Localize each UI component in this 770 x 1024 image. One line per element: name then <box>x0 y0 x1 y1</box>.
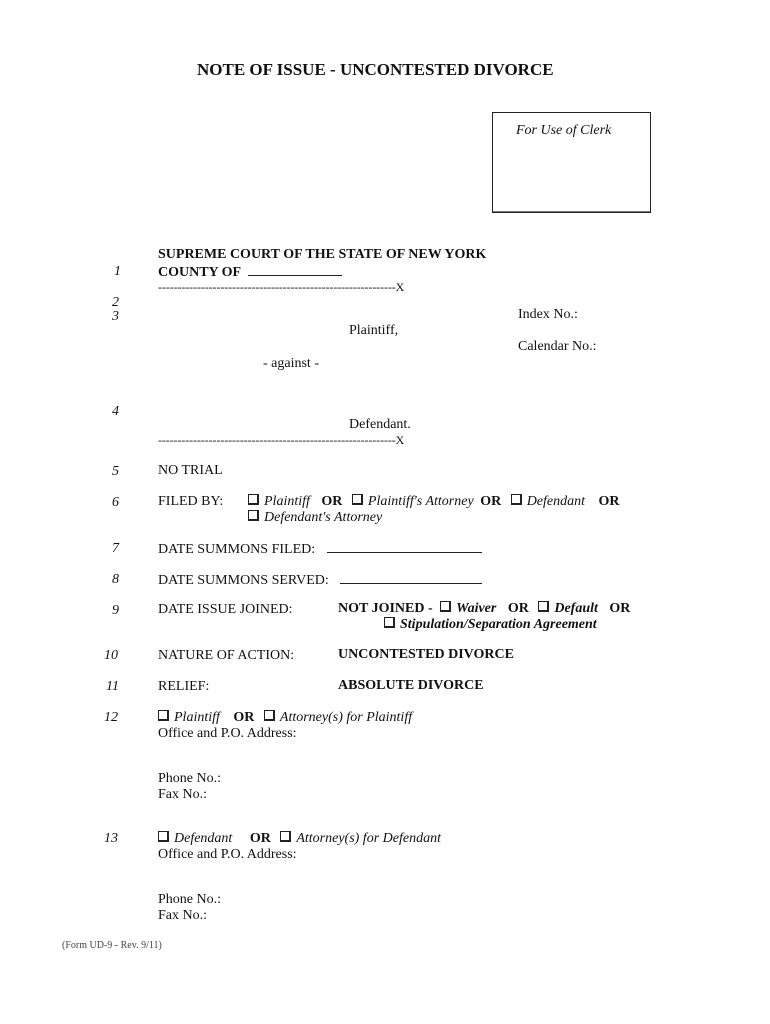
line-number: 10 <box>104 648 118 663</box>
plaintiff-fax-label: Fax No.: <box>158 787 207 802</box>
form-footer: (Form UD-9 - Rev. 9/11) <box>62 940 162 951</box>
line-number: 3 <box>112 309 119 324</box>
plaintiff-block-plaintiff: Plaintiff <box>174 710 220 725</box>
date-summons-filed-field[interactable] <box>327 541 482 553</box>
plaintiff-checkbox[interactable] <box>248 494 259 505</box>
line-number: 13 <box>104 831 118 846</box>
filed-by-label: FILED BY: <box>158 494 224 509</box>
date-summons-filed-label: DATE SUMMONS FILED: <box>158 542 316 557</box>
line-number: 7 <box>112 541 119 556</box>
date-summons-served-field[interactable] <box>340 572 482 584</box>
date-summons-served-row <box>158 572 482 589</box>
no-trial: NO TRIAL <box>158 463 223 478</box>
line-number: 5 <box>112 464 119 479</box>
or-text: OR <box>321 494 343 509</box>
filed-by-options-row1 <box>248 494 620 510</box>
court-name: SUPREME COURT OF THE STATE OF NEW YORK <box>158 247 487 262</box>
or-text: OR <box>598 494 620 509</box>
plaintiff-caption-label: Plaintiff, <box>349 323 399 338</box>
line-number: 1 <box>114 264 121 279</box>
calendar-no-label: Calendar No.: <box>518 339 597 354</box>
county-label <box>158 264 342 281</box>
plaintiff-phone-label: Phone No.: <box>158 771 221 786</box>
filed-by-options-row2 <box>248 510 382 526</box>
plaintiff-attorney-checkbox[interactable] <box>264 710 275 721</box>
or-text: OR <box>233 710 255 725</box>
line-number: 12 <box>104 710 118 725</box>
defendants-attorney-checkbox[interactable] <box>248 510 259 521</box>
defendant-block-defendant: Defendant <box>174 831 233 846</box>
line-number: 11 <box>106 679 119 694</box>
line-number: 9 <box>112 603 119 618</box>
defendant-fax-label: Fax No.: <box>158 908 207 923</box>
issue-joined-options-row2 <box>384 617 597 633</box>
defendant-block-checkbox[interactable] <box>158 831 169 842</box>
date-summons-filed-row <box>158 541 482 558</box>
stipulation-checkbox[interactable] <box>384 617 395 628</box>
defendant-checkbox[interactable] <box>511 494 522 505</box>
or-text: OR <box>249 831 271 846</box>
line-number: 2 <box>112 295 119 310</box>
nature-of-action-value: UNCONTESTED DIVORCE <box>338 647 514 662</box>
defendant-caption-label: Defendant. <box>349 417 411 432</box>
plaintiff-block-options <box>158 710 412 726</box>
option-defendant: Defendant <box>526 494 586 509</box>
plaintiff-address-label: Office and P.O. Address: <box>158 726 297 741</box>
option-stipulation: Stipulation/Separation Agreement <box>400 617 597 632</box>
or-text: OR <box>609 601 631 616</box>
defendant-phone-label: Phone No.: <box>158 892 221 907</box>
defendant-block-attorneys: Attorney(s) for Defendant <box>296 831 441 846</box>
issue-joined-options-row1 <box>338 601 630 617</box>
line-number: 4 <box>112 404 119 419</box>
plaintiff-block-attorneys: Attorney(s) for Plaintiff <box>279 710 413 725</box>
line-number: 8 <box>112 572 119 587</box>
option-default: Default <box>554 601 598 616</box>
date-summons-served-label: DATE SUMMONS SERVED: <box>158 573 329 588</box>
or-text: OR <box>480 494 502 509</box>
waiver-checkbox[interactable] <box>440 601 451 612</box>
or-text: OR <box>507 601 529 616</box>
nature-of-action-label: NATURE OF ACTION: <box>158 648 295 663</box>
relief-label: RELIEF: <box>158 679 210 694</box>
option-defendants-attorney: Defendant's Attorney <box>264 510 383 525</box>
defendant-attorney-checkbox[interactable] <box>280 831 291 842</box>
caption-x-line-top: -------------------------------------------------------------X <box>158 280 405 294</box>
line-number: 6 <box>112 495 119 510</box>
defendant-block-options <box>158 831 441 847</box>
option-waiver: Waiver <box>456 601 497 616</box>
not-joined-text: NOT JOINED - <box>338 601 433 616</box>
caption-x-line-bottom: -------------------------------------------------------------X <box>158 433 405 447</box>
county-text: COUNTY OF <box>158 265 241 280</box>
clerk-box-label: For Use of Clerk <box>516 123 612 138</box>
clerk-box <box>492 112 651 213</box>
plaintiffs-attorney-checkbox[interactable] <box>352 494 363 505</box>
option-plaintiffs-attorney: Plaintiff's Attorney <box>367 494 474 509</box>
option-plaintiff: Plaintiff <box>264 494 310 509</box>
default-checkbox[interactable] <box>538 601 549 612</box>
plaintiff-block-checkbox[interactable] <box>158 710 169 721</box>
page-title: NOTE OF ISSUE - UNCONTESTED DIVORCE <box>197 60 554 79</box>
county-field[interactable] <box>248 264 342 276</box>
index-no-label: Index No.: <box>518 307 578 322</box>
against-label: - against - <box>263 356 319 371</box>
date-issue-joined-label: DATE ISSUE JOINED: <box>158 602 293 617</box>
relief-value: ABSOLUTE DIVORCE <box>338 678 484 693</box>
defendant-address-label: Office and P.O. Address: <box>158 847 297 862</box>
